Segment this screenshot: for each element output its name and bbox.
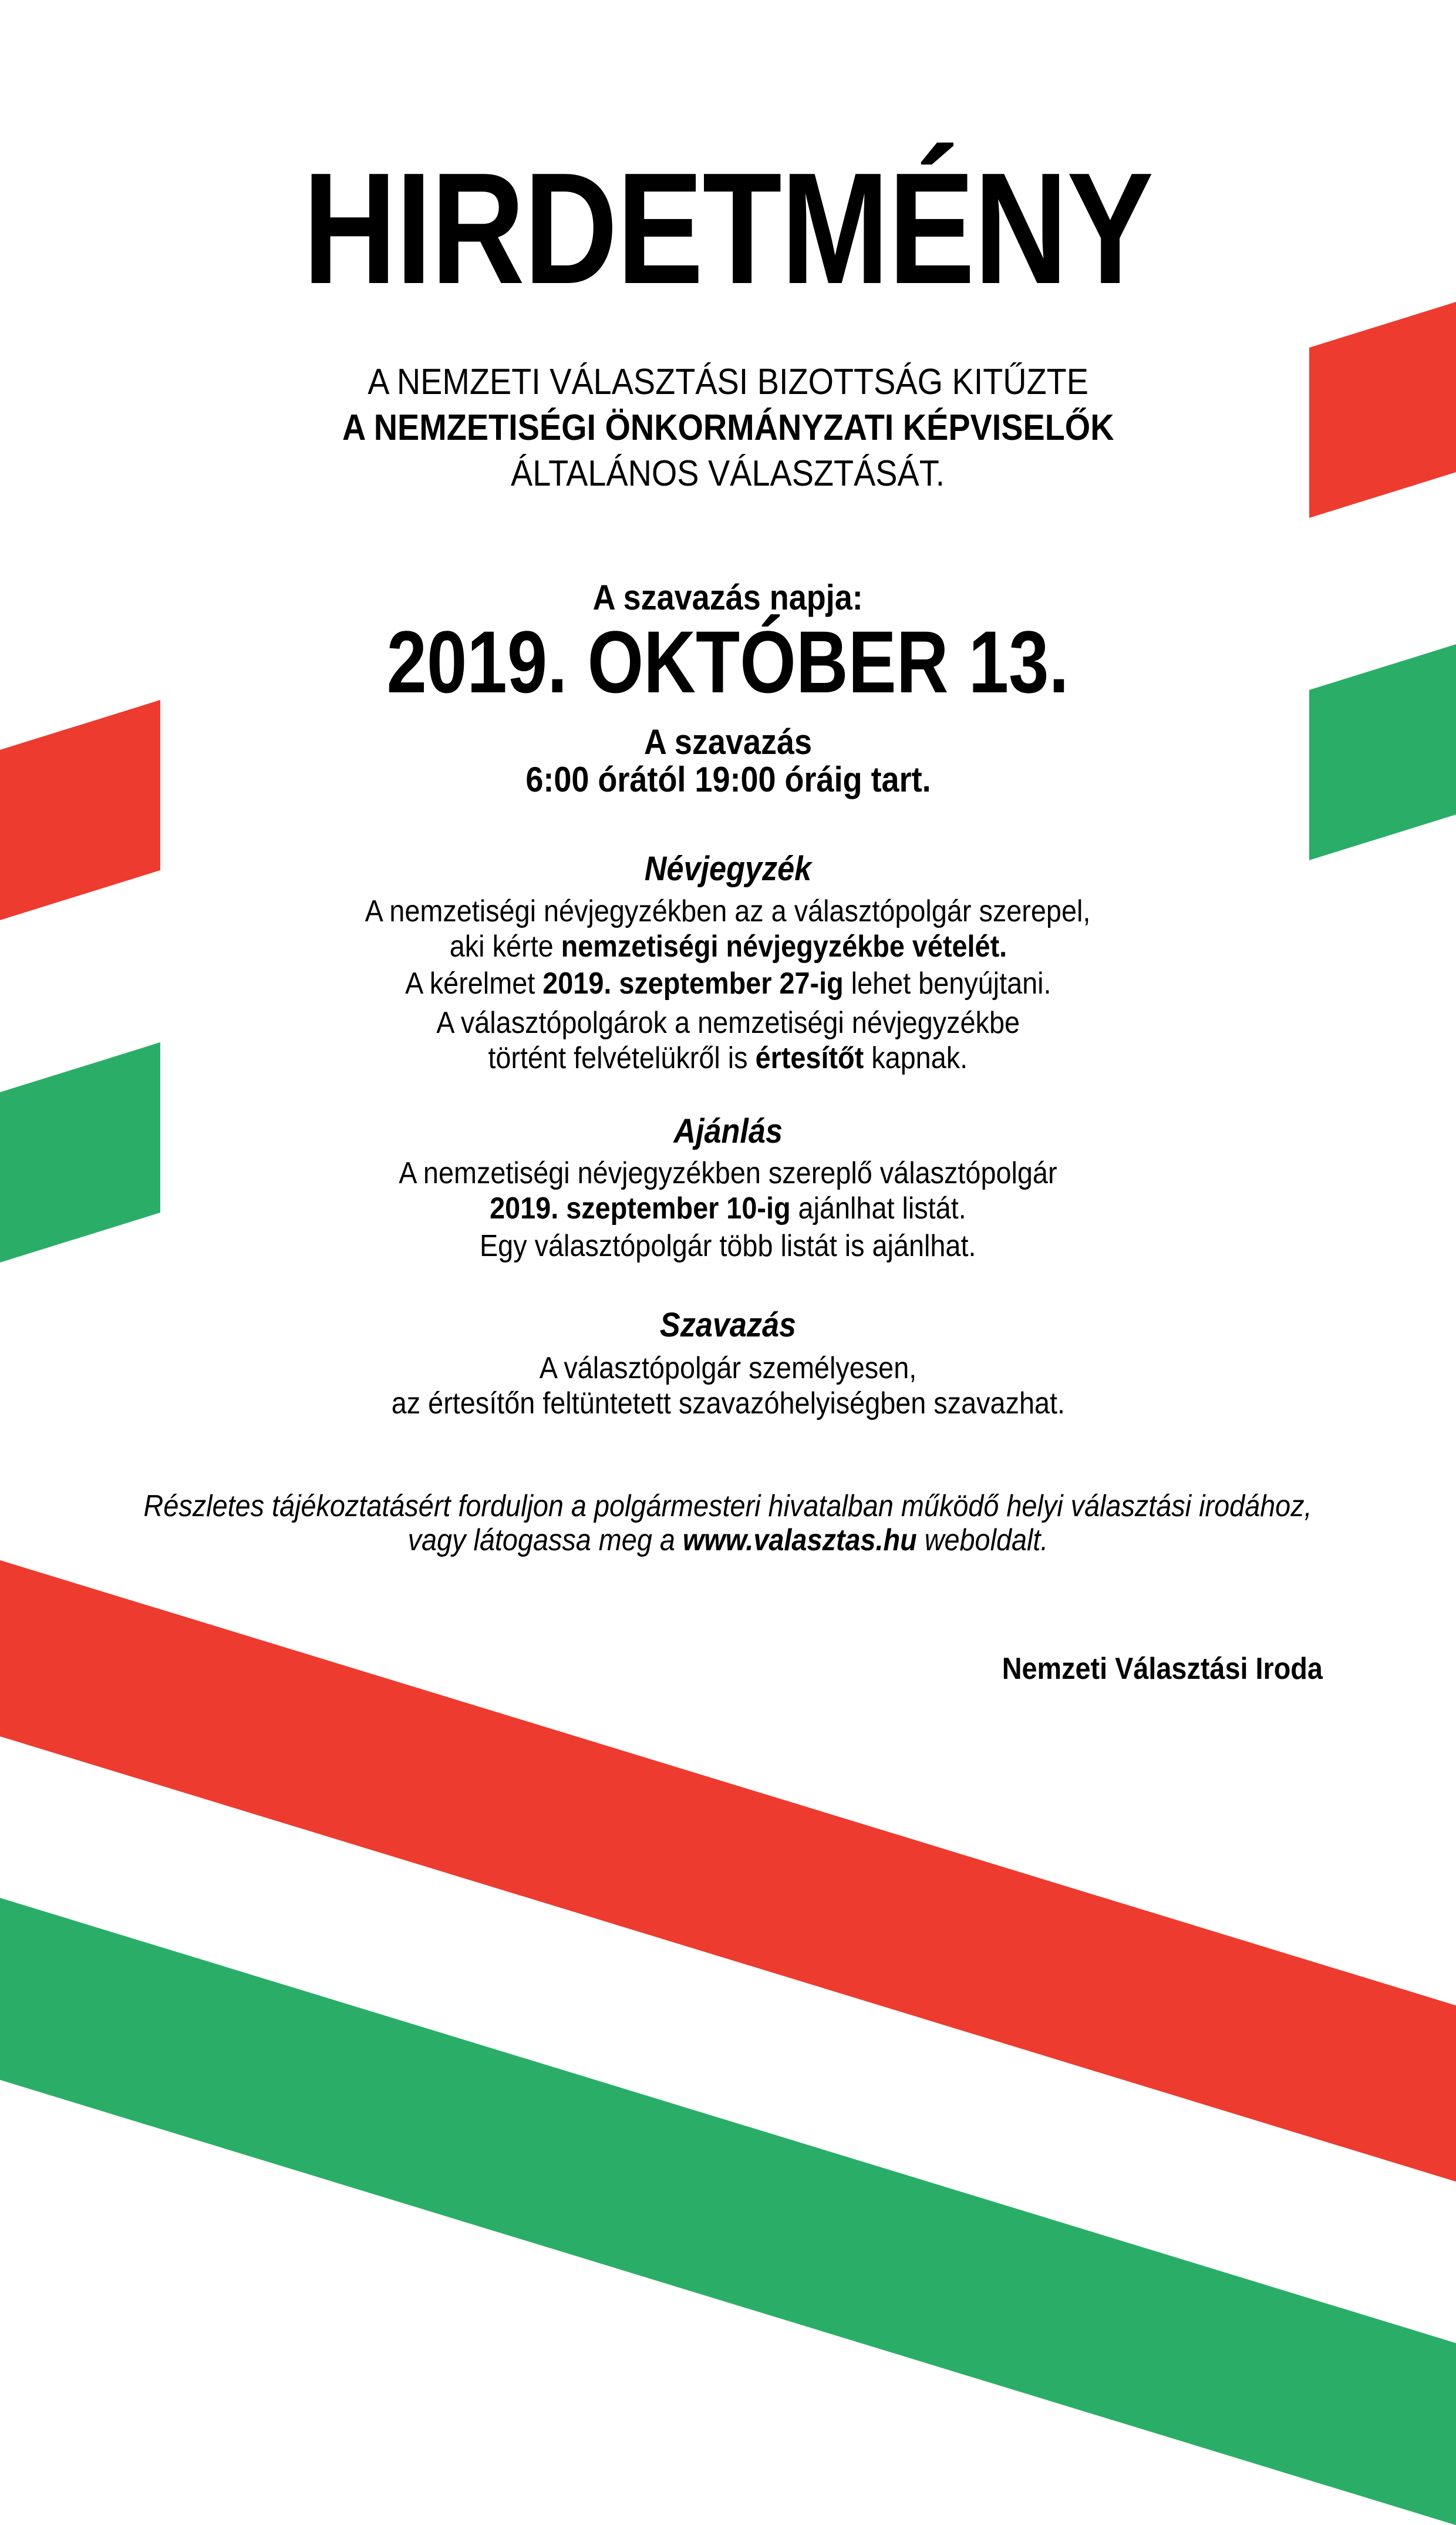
text-line: A nemzetiségi névjegyzékben az a választópolgár szerepel,: [365, 894, 1091, 928]
text-line: az értesítőn feltüntetett szavazóhelyiségben szavazhat.: [391, 1386, 1065, 1420]
text-line: történt felvételükről is értesítőt kapnak.: [488, 1041, 968, 1075]
ajanlas-paragraph-1: [0, 1156, 1456, 1226]
subtitle-line-2: A NEMZETISÉGI ÖNKORMÁNYZATI KÉPVISELŐK: [342, 408, 1114, 448]
poster-title: [0, 140, 1456, 317]
text-line: A kérelmet 2019. szeptember 27-ig lehet benyújtani.: [405, 967, 1051, 1001]
text-line: 2019. szeptember 10-ig ajánlhat listát.: [490, 1191, 966, 1226]
text-line: Részletes tájékoztatásért forduljon a polgármesteri hivatalban működő helyi választási irodához,: [143, 1489, 1313, 1523]
voting-day-date: 2019. OKTÓBER 13.: [386, 612, 1070, 711]
poster-title-text: HIRDETMÉNY: [303, 140, 1153, 317]
text-line: A választópolgár személyesen,: [539, 1351, 917, 1385]
footer-note: [0, 1489, 1456, 1557]
voting-hours-line-1: A szavazás: [643, 722, 813, 762]
text-line: A nemzetiségi névjegyzékben szereplő választópolgár: [399, 1156, 1057, 1190]
text-line: Egy választópolgár több listát is ajánlhat.: [480, 1229, 976, 1263]
voting-day-label: A szavazás napja:: [592, 578, 864, 617]
subtitle-line-3: ÁLTALÁNOS VÁLASZTÁSÁT.: [511, 453, 945, 494]
nevjegyzek-paragraph-2: [0, 966, 1456, 1001]
poster-subtitle: [0, 359, 1456, 497]
subtitle-line-1: A NEMZETI VÁLASZTÁSI BIZOTTSÁG KITŰZTE: [368, 362, 1088, 402]
section-heading-szavazas: Szavazás: [659, 1306, 797, 1344]
nevjegyzek-paragraph-3: [0, 1005, 1456, 1076]
voting-hours-line-2: 6:00 órától 19:00 óráig tart.: [525, 760, 931, 799]
ajanlas-paragraph-2: [0, 1228, 1456, 1264]
nevjegyzek-paragraph-1: [0, 894, 1456, 964]
text-line: vagy látogassa meg a www.valasztas.hu weboldalt.: [407, 1523, 1049, 1557]
signature: Nemzeti Választási Iroda: [1002, 1652, 1323, 1686]
section-heading-nevjegyzek: Névjegyzék: [644, 850, 812, 888]
szavazas-paragraph-1: [0, 1351, 1456, 1421]
text-line: A választópolgárok a nemzetiségi névjegyzékbe: [436, 1006, 1020, 1040]
voting-hours: [0, 723, 1456, 799]
text-line: aki kérte nemzetiségi névjegyzékbe vételét.: [449, 930, 1007, 964]
section-heading-ajanlas: Ajánlás: [673, 1112, 783, 1150]
